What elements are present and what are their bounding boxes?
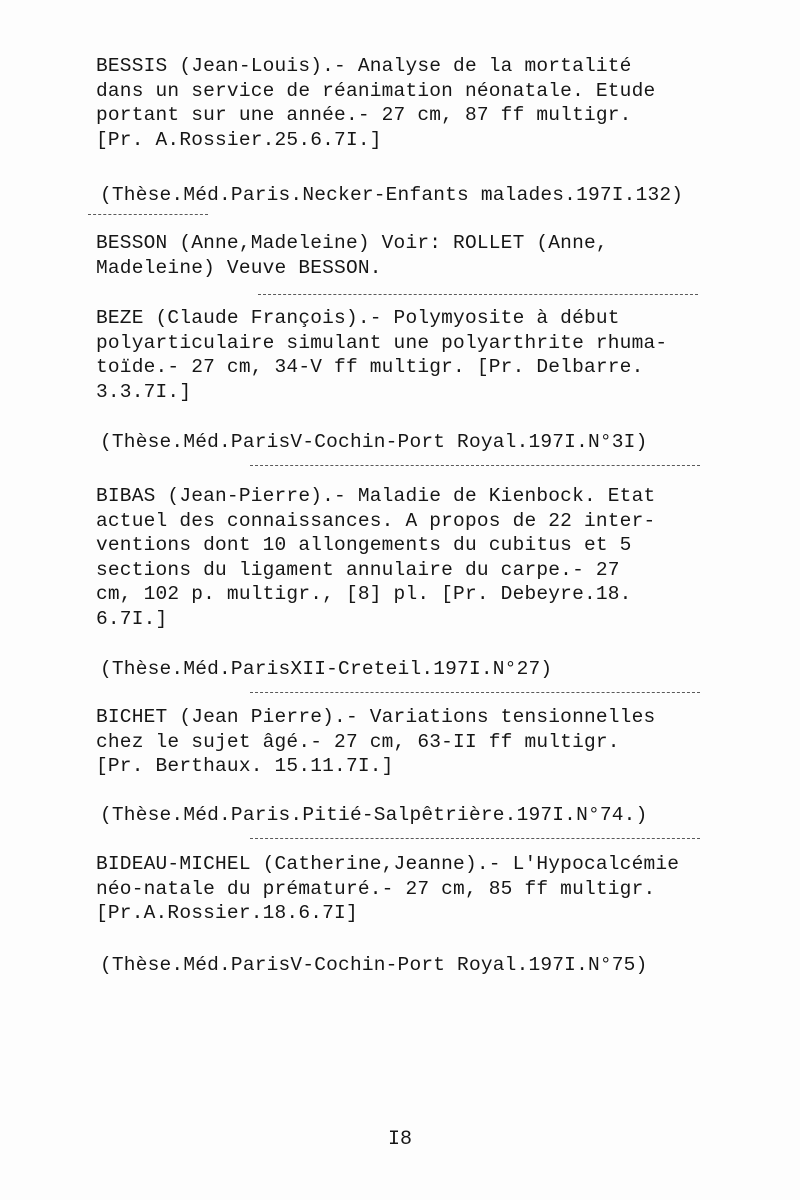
entry-line: sections du ligament annulaire du carpe.- 27	[96, 558, 620, 581]
entry-line: 6.7I.]	[96, 607, 168, 630]
entry-line: cm, 102 p. multigr., [8] pl. [Pr. Debeyre.18.	[96, 583, 632, 605]
entry-line: BICHET (Jean Pierre).- Variations tensionnelles	[96, 706, 656, 728]
entry-line: BIBAS (Jean-Pierre).- Maladie de Kienbock. Etat	[96, 485, 656, 507]
entry-line: néo-natale du prématuré.- 27 cm, 85 ff multigr.	[96, 877, 656, 900]
entry-source: (Thèse.Méd.ParisXII-Creteil.197I.N°27)	[100, 658, 553, 680]
catalog-entry	[96, 484, 716, 631]
entry-source: (Thèse.Méd.Paris.Necker-Enfants malades.197I.132)	[100, 184, 684, 206]
entry-line: BESSON (Anne,Madeleine) Voir: ROLLET (Anne,	[96, 232, 608, 254]
entry-source: (Thèse.Méd.Paris.Pitié-Salpêtrière.197I.N°74.)	[100, 804, 648, 826]
entry-line: portant sur une année.- 27 cm, 87 ff multigr.	[96, 104, 632, 126]
entry-line: BIDEAU-MICHEL (Catherine,Jeanne).- L'Hypocalcémie	[96, 853, 680, 875]
entry-line: toïde.- 27 cm, 34-V ff multigr. [Pr. Delbarre.	[96, 356, 644, 378]
entry-divider	[250, 838, 700, 839]
entry-line: [Pr. Berthaux. 15.11.7I.]	[96, 755, 394, 777]
entry-divider	[88, 214, 208, 215]
entry-line: 3.3.7I.]	[96, 380, 192, 403]
entry-divider	[250, 465, 700, 466]
catalog-entry	[96, 705, 716, 779]
entry-divider	[250, 692, 700, 693]
entry-line: BESSIS (Jean-Louis).- Analyse de la mortalité	[96, 55, 632, 77]
catalog-entry	[96, 231, 716, 280]
catalog-entry	[96, 852, 716, 926]
entry-line: BEZE (Claude François).- Polymyosite à début	[96, 307, 620, 329]
catalog-entry	[96, 306, 716, 404]
catalog-entry	[96, 54, 716, 152]
entry-line: dans un service de réanimation néonatale. Etude	[96, 79, 656, 102]
entry-source: (Thèse.Méd.ParisV-Cochin-Port Royal.197I.N°75)	[100, 954, 648, 976]
entry-line: [Pr.A.Rossier.18.6.7I]	[96, 902, 358, 924]
entry-source: (Thèse.Méd.ParisV-Cochin-Port Royal.197I.N°3I)	[100, 431, 648, 453]
entry-line: ventions dont 10 allongements du cubitus et 5	[96, 534, 632, 556]
entry-line: [Pr. A.Rossier.25.6.7I.]	[96, 128, 382, 151]
page-number: I8	[388, 1128, 413, 1151]
entry-line: actuel des connaissances. A propos de 22 inter-	[96, 509, 656, 532]
entry-line: polyarticulaire simulant une polyarthrite rhuma-	[96, 331, 668, 354]
entry-line: chez le sujet âgé.- 27 cm, 63-II ff multigr.	[96, 730, 620, 753]
entry-divider	[258, 294, 698, 295]
entry-line: Madeleine) Veuve BESSON.	[96, 256, 382, 279]
